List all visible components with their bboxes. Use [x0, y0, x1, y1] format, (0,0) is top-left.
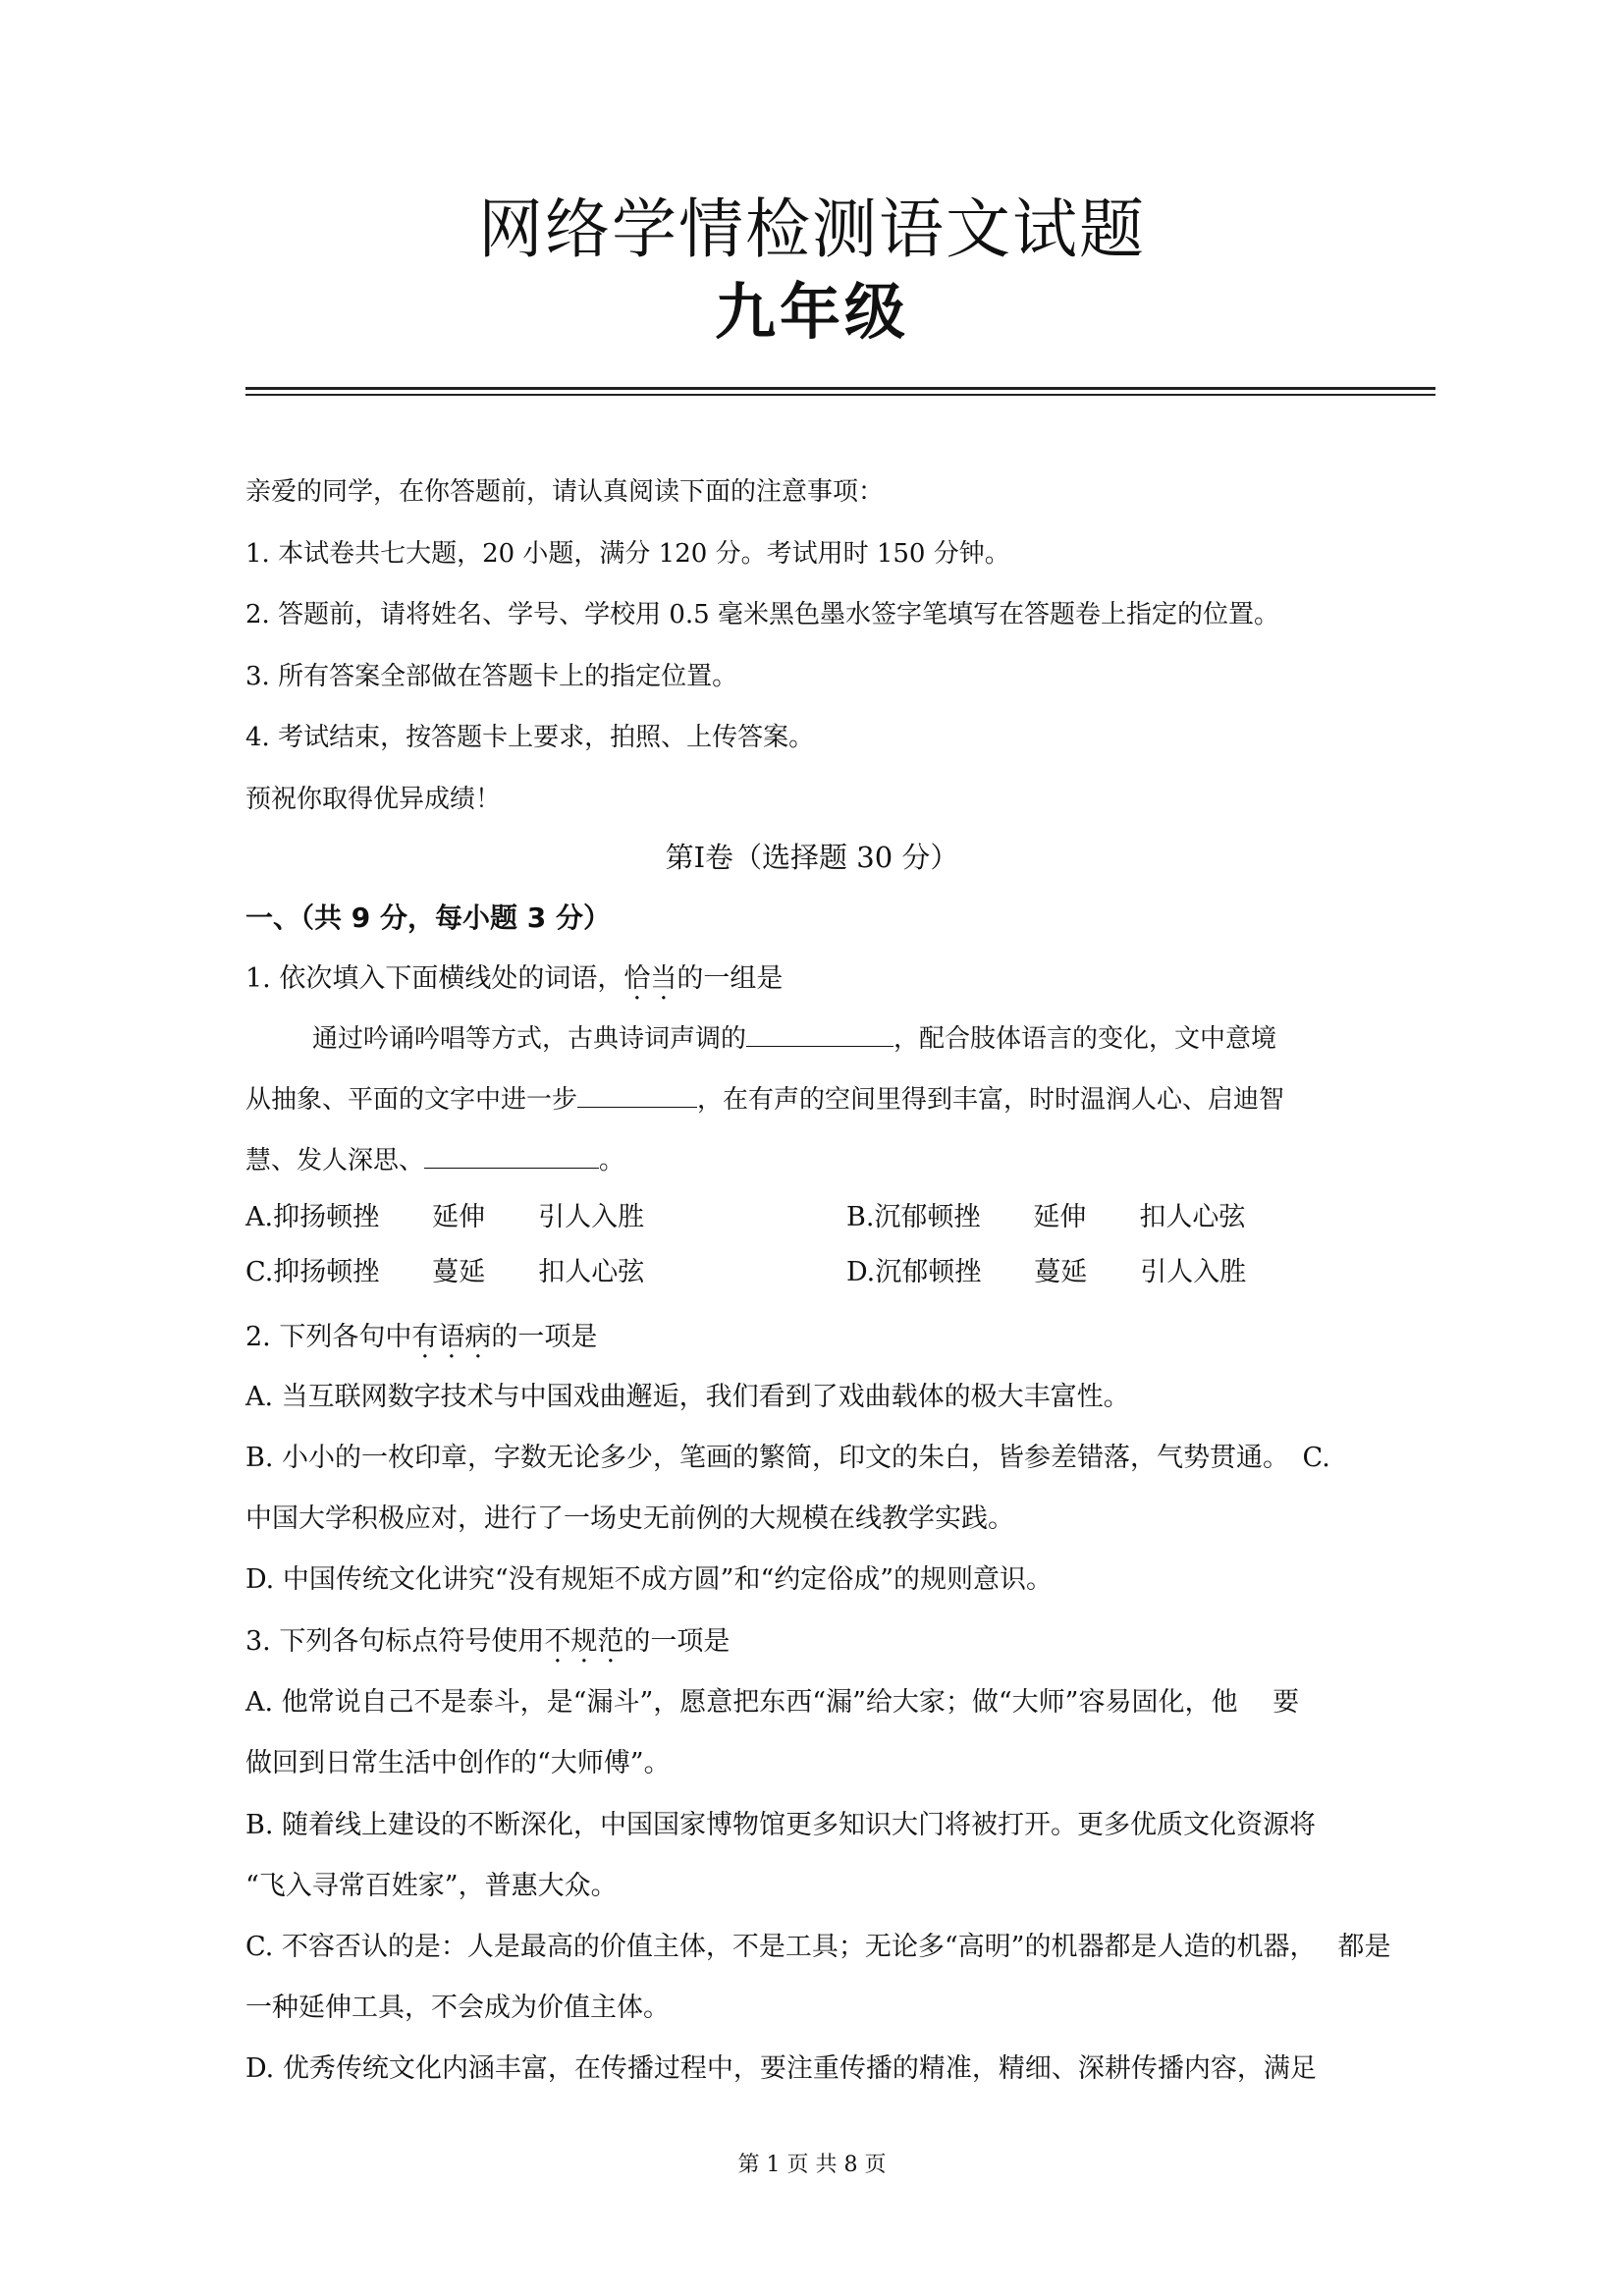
question-1-option-c: C.抑扬顿挫 蔓延 扣人心弦 — [245, 1257, 645, 1287]
passage-text: 慧、发人深思、 — [245, 1146, 425, 1175]
emphasis-char: 不 — [544, 1626, 571, 1657]
notice-item-1: 1. 本试卷共七大题，20 小题，满分 120 分。考试用时 150 分钟。 — [245, 539, 1010, 569]
emphasis-char: 有 — [411, 1322, 439, 1352]
question-3-option-a-line-2: 做回到日常生活中创作的“大师傅”。 — [245, 1748, 671, 1778]
question-2-stem-text: 的一项是 — [491, 1322, 598, 1352]
notice-item-2: 2. 答题前，请将姓名、学号、学校用 0.5 毫米黑色墨水签字笔填写在答题卷上指定的位置。 — [245, 600, 1279, 629]
question-2-stem — [245, 1321, 597, 1354]
title-divider-thin — [245, 394, 1435, 396]
page-number: 第 1 页 共 8 页 — [737, 2153, 887, 2177]
question-3-option-b-line-1: B. 随着线上建设的不断深化，中国国家博物馆更多知识大门将被打开。更多优质文化资源将 — [245, 1810, 1317, 1840]
question-3-stem-text: 3. 下列各句标点符号使用 — [245, 1626, 545, 1657]
emphasis-char: 规 — [570, 1626, 598, 1657]
question-1-option-a: A.抑扬顿挫 延伸 引人入胜 — [245, 1202, 645, 1232]
question-3-stem — [245, 1625, 730, 1659]
emphasis-char: 范 — [597, 1626, 624, 1657]
question-3-option-c-line-1: C. 不容否认的是：人是最高的价值主体，不是工具；无论多“高明”的机器都是人造的机器， 都是 — [245, 1932, 1391, 1962]
grade-title: 九年级 — [714, 276, 909, 348]
question-1-stem — [245, 962, 783, 996]
question-1-passage-line-2 — [245, 1081, 1284, 1117]
question-3-option-c-line-2: 一种延伸工具，不会成为价值主体。 — [245, 1993, 670, 2023]
question-3-stem-text: 的一项是 — [623, 1626, 731, 1657]
question-3-option-d-line-1: D. 优秀传统文化内涵丰富，在传播过程中，要注重传播的精准，精细、深耕传播内容，满足 — [245, 2053, 1317, 2084]
passage-text: ，配合肢体语言的变化，文中意境 — [893, 1024, 1277, 1054]
question-1-passage-line-1 — [312, 1020, 1276, 1056]
question-1-stem-text: 1. 依次填入下面横线处的词语， — [245, 963, 624, 994]
title-divider-thick — [245, 387, 1435, 390]
question-2-stem-text: 2. 下列各句中 — [245, 1322, 412, 1352]
question-3-option-a-line-1: A. 他常说自己不是泰斗，是“漏斗”，愿意把东西“漏”给大家；做“大师”容易固化，他 要 — [245, 1687, 1300, 1718]
question-1-passage-line-3 — [245, 1142, 624, 1177]
emphasis-char: 恰 — [623, 963, 651, 994]
notice-intro: 亲爱的同学，在你答题前，请认真阅读下面的注意事项： — [245, 477, 885, 507]
question-3-option-b-line-2: “飞入寻常百姓家”，普惠大众。 — [245, 1871, 618, 1901]
notice-wish: 预祝你取得优异成绩！ — [245, 785, 502, 814]
notice-item-3: 3. 所有答案全部做在答题卡上的指定位置。 — [245, 662, 738, 691]
question-2-option-c: 中国大学积极应对，进行了一场史无前例的大规模在线教学实践。 — [245, 1503, 1014, 1534]
question-1-option-b: B.沉郁顿挫 延伸 扣人心弦 — [846, 1202, 1246, 1232]
passage-text: 。 — [599, 1146, 625, 1175]
fill-blank-2 — [577, 1081, 697, 1108]
question-2-option-d: D. 中国传统文化讲究“没有规矩不成方圆”和“约定俗成”的规则意识。 — [245, 1564, 1054, 1595]
emphasis-char: 语 — [438, 1322, 465, 1352]
part-title: 一、（共 9 分，每小题 3 分） — [245, 902, 611, 934]
fill-blank-3 — [424, 1142, 599, 1169]
question-1-stem-text: 的一组是 — [677, 963, 784, 994]
fill-blank-1 — [746, 1020, 893, 1047]
emphasis-char: 病 — [464, 1322, 492, 1352]
passage-text: 通过吟诵吟唱等方式，古典诗词声调的 — [312, 1024, 747, 1054]
question-2-option-b: B. 小小的一枚印章，字数无论多少，笔画的繁简，印文的朱白，皆参差错落，气势贯通。 C. — [245, 1443, 1330, 1473]
passage-text: ，在有声的空间里得到丰富，时时温润人心、启迪智 — [697, 1085, 1285, 1115]
exam-title: 网络学情检测语文试题 — [478, 191, 1146, 267]
question-2-option-a: A. 当互联网数字技术与中国戏曲邂逅，我们看到了戏曲载体的极大丰富性。 — [245, 1382, 1130, 1412]
notice-item-4: 4. 考试结束，按答题卡上要求，拍照、上传答案。 — [245, 723, 815, 752]
passage-text: 从抽象、平面的文字中进一步 — [245, 1085, 578, 1115]
volume-title: 第Ⅰ卷（选择题 30 分） — [665, 841, 959, 874]
emphasis-char: 当 — [650, 963, 677, 994]
question-1-option-d: D.沉郁顿挫 蔓延 引人入胜 — [846, 1257, 1247, 1287]
